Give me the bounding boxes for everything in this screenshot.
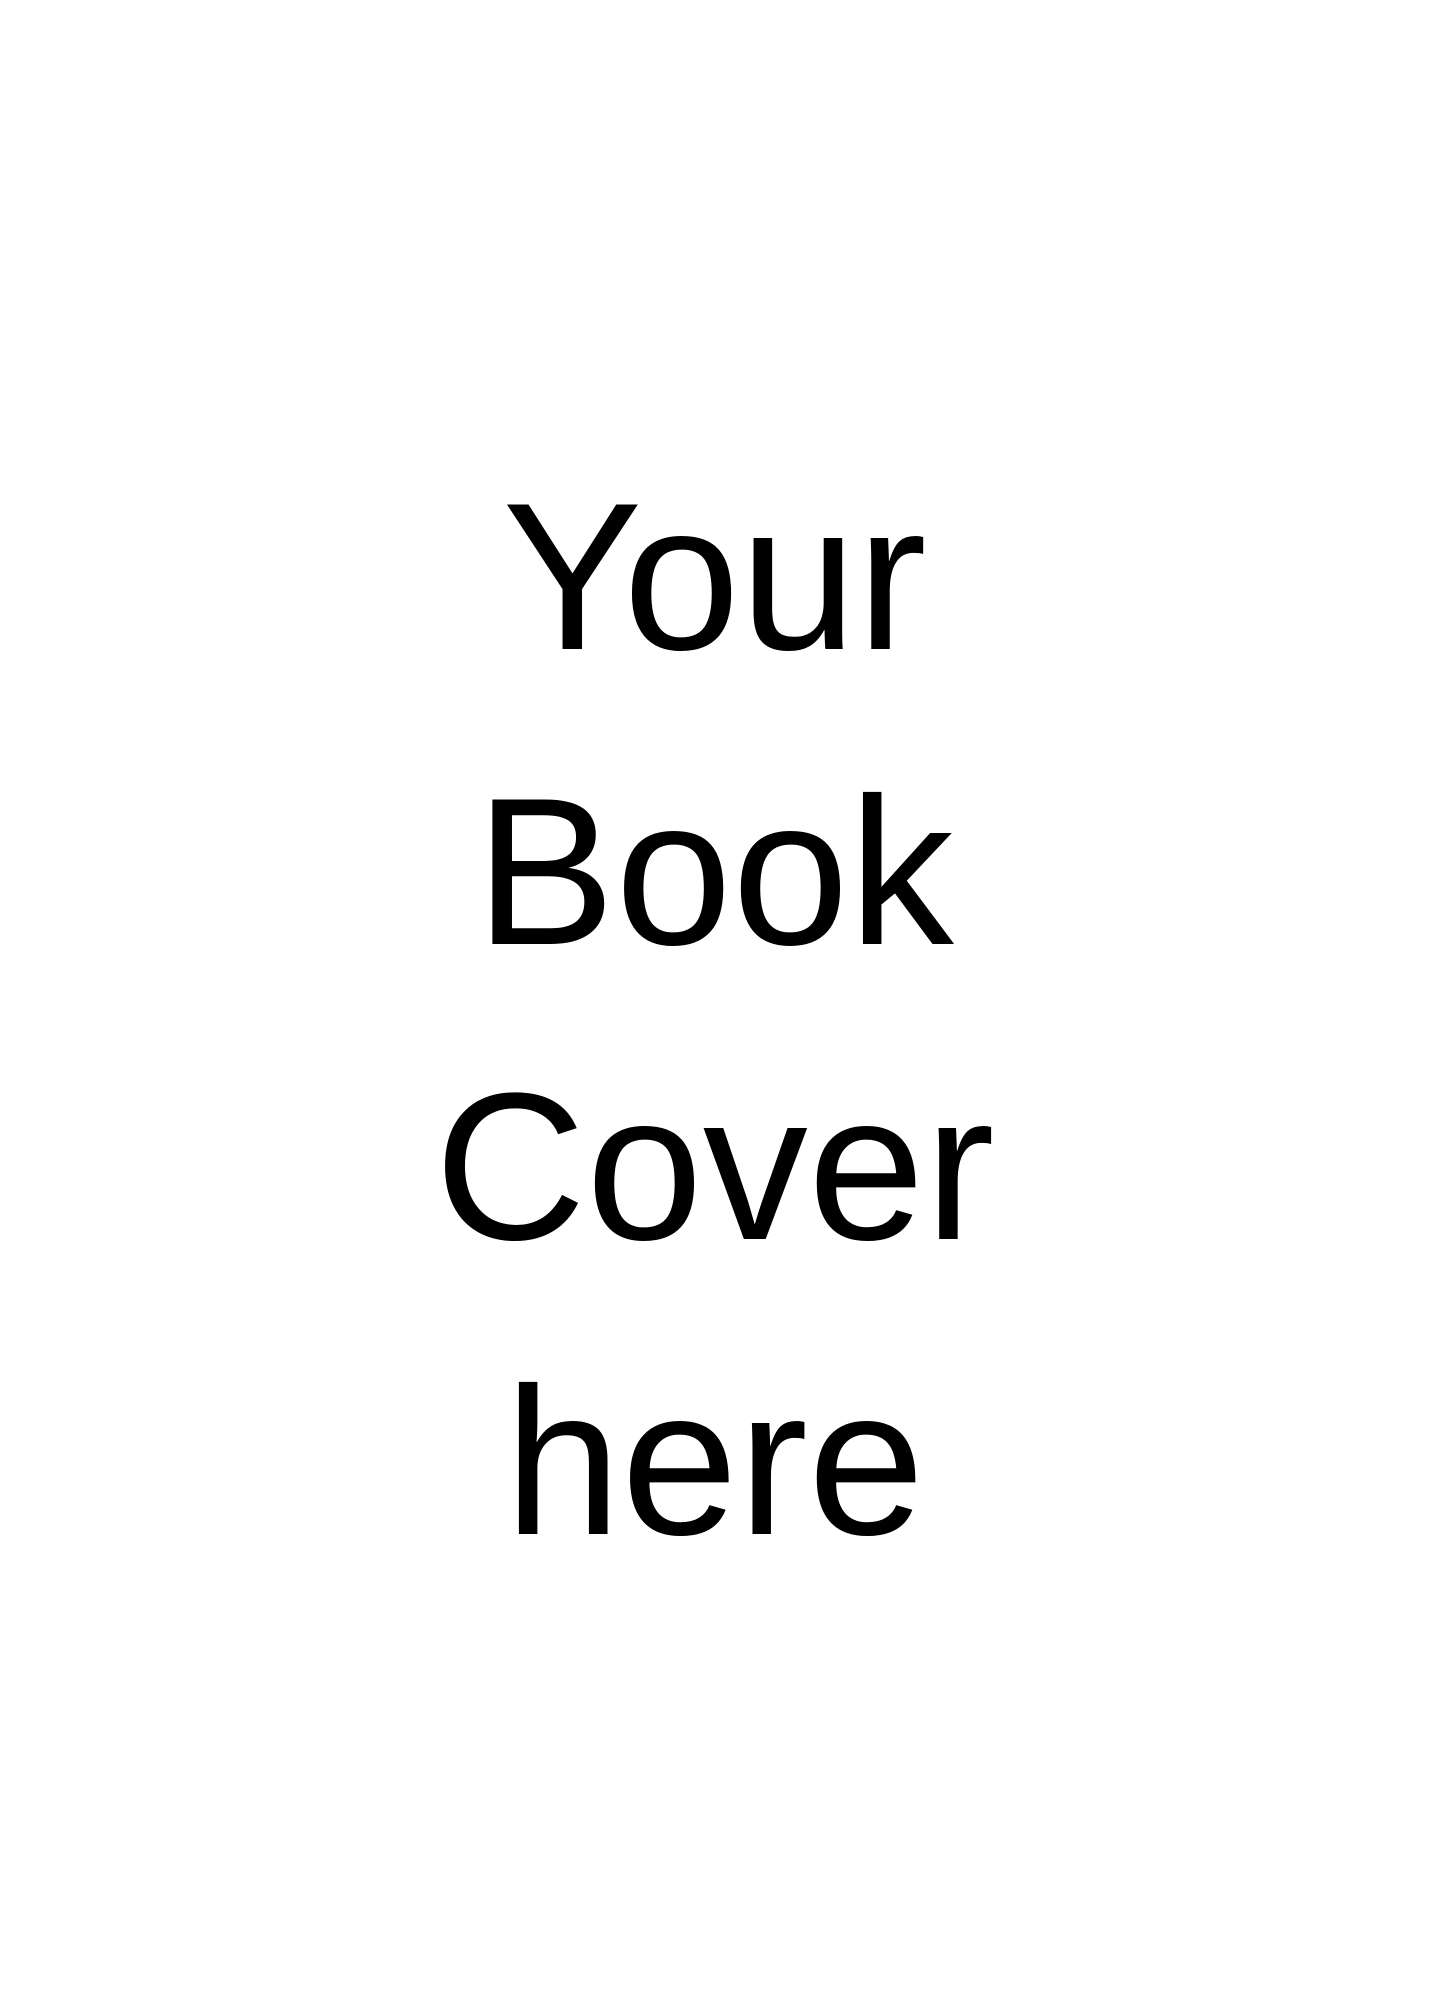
cover-text-line-1: Your xyxy=(502,459,927,694)
cover-text-line-2: Book xyxy=(475,754,954,989)
cover-text-line-4: here xyxy=(504,1344,925,1579)
cover-text-line-3: Cover xyxy=(434,1049,995,1284)
